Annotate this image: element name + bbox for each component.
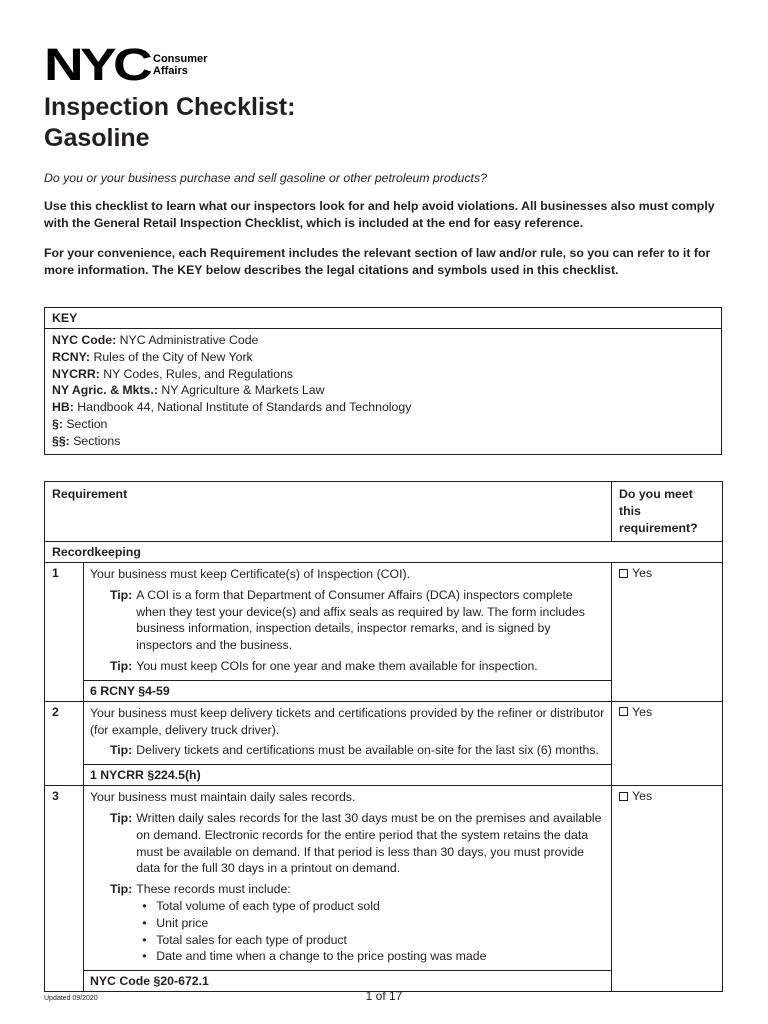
- tip-text: Written daily sales records for the last 30 days must be on the premises and available on demand. Electronic records for the entire period that the system retains the data must be available on demand. If that period is less than 30 days, you must provide data for the full 30 days in a printout on demand.: [136, 810, 602, 876]
- key-item: §§: Sections: [52, 433, 121, 448]
- requirement-statement: Your business must maintain daily sales records.: [89, 790, 356, 805]
- table-row: [45, 563, 723, 702]
- bullet-list: [136, 898, 605, 965]
- tip-label: Tip:: [109, 587, 133, 602]
- logo-sub-line2: Affairs: [153, 65, 188, 77]
- nyc-logo: [44, 39, 208, 90]
- key-heading: KEY: [45, 308, 721, 329]
- page-number: 1 of 17: [365, 989, 403, 1003]
- key-box: [44, 307, 722, 455]
- key-item: NYCRR: NY Codes, Rules, and Regulations: [52, 366, 294, 381]
- tip-label: Tip:: [109, 743, 133, 758]
- key-list: [45, 329, 721, 454]
- requirements-table: [44, 481, 723, 992]
- meet-column-header: Do you meet this requirement?: [612, 482, 723, 542]
- tip: [84, 738, 611, 759]
- intro-question: Do you or your business purchase and sell gasoline or other petroleum products?: [44, 171, 487, 185]
- list-item: • Date and time when a change to the price posting was made: [136, 948, 605, 965]
- list-item: • Total sales for each type of product: [136, 932, 605, 949]
- requirement-number: 2: [45, 701, 84, 785]
- title-line-2: Gasoline: [44, 124, 150, 152]
- meet-cell: [612, 701, 723, 785]
- tip-label: Tip:: [109, 810, 133, 825]
- list-item: • Unit price: [136, 915, 605, 932]
- checkbox-icon[interactable]: [619, 707, 628, 716]
- checkbox-icon[interactable]: [619, 569, 628, 578]
- intro-paragraph-2: For your convenience, each Requirement includes the relevant section of law and/or rule, so you can refer to it for more information. The KEY below describes the legal citations and symbols used in this checklist.: [44, 246, 711, 277]
- requirement-column-header: Requirement: [45, 482, 612, 542]
- tip-text: A COI is a form that Department of Consumer Affairs (DCA) inspectors complete when they test your device(s) and affix seals as required by law. The form includes business information, inspection details, inspector remarks, and is signed by inspectors and the business.: [136, 587, 585, 653]
- meet-cell: [612, 563, 723, 702]
- key-item: RCNY: Rules of the City of New York: [52, 349, 253, 364]
- key-item: NY Agric. & Mkts.: NY Agriculture & Markets Law: [52, 383, 325, 398]
- requirement-number: 1: [45, 563, 84, 702]
- meet-cell: [612, 786, 723, 992]
- key-item: NYC Code: NYC Administrative Code: [52, 333, 259, 347]
- tip-text: Delivery tickets and certifications must be available on-site for the last six (6) months.: [136, 743, 599, 758]
- tip-label: Tip:: [109, 658, 133, 673]
- tip: [84, 877, 611, 965]
- yes-label: Yes: [632, 789, 653, 804]
- title-line-1: Inspection Checklist:: [44, 93, 296, 121]
- requirement-content: [83, 701, 611, 785]
- tip-text: These records must include:: [136, 882, 291, 897]
- tip-label: Tip:: [109, 882, 133, 897]
- requirement-content: [83, 786, 611, 992]
- citation: 1 NYCRR §224.5(h): [84, 764, 611, 785]
- section-title: Recordkeeping: [45, 542, 723, 563]
- updated-date: Updated 09/2020: [44, 995, 98, 1002]
- page-title: [44, 92, 295, 154]
- requirement-number: 3: [45, 786, 84, 992]
- intro-paragraph-1: Use this checklist to learn what our inspectors look for and help avoid violations. All businesses also must comply with the General Retail Inspection Checklist, which is included at the end for easy reference.: [44, 199, 715, 230]
- requirement-statement: Your business must keep delivery tickets and certifications provided by the refiner or distributor (for example, delivery truck driver).: [89, 705, 605, 737]
- checkbox-icon[interactable]: [619, 792, 628, 801]
- tip: [84, 654, 611, 675]
- yes-checkbox[interactable]: [619, 789, 715, 803]
- table-row: [45, 786, 723, 992]
- key-item: §: Section: [52, 416, 108, 431]
- yes-label: Yes: [632, 704, 653, 719]
- section-row: [45, 542, 723, 563]
- requirement-content: [83, 563, 611, 702]
- yes-label: Yes: [632, 566, 653, 580]
- tip-text-with-list: [136, 881, 605, 965]
- tip: [84, 806, 611, 877]
- citation: 6 RCNY §4-59: [84, 680, 611, 701]
- yes-checkbox[interactable]: [619, 566, 715, 580]
- logo-wordmark: NYC: [44, 39, 149, 90]
- tip-text: You must keep COIs for one year and make them available for inspection.: [136, 658, 538, 673]
- table-row: [45, 701, 723, 785]
- logo-sub-line1: Consumer: [153, 53, 208, 65]
- table-header-row: [45, 482, 723, 542]
- citation: NYC Code §20-672.1: [84, 970, 611, 991]
- key-item: HB: Handbook 44, National Institute of Standards and Technology: [52, 400, 412, 415]
- requirement-statement: Your business must keep Certificate(s) of Inspection (COI).: [89, 567, 411, 581]
- yes-checkbox[interactable]: [619, 705, 715, 719]
- list-item: • Total volume of each type of product sold: [136, 898, 605, 915]
- tip: [84, 583, 611, 654]
